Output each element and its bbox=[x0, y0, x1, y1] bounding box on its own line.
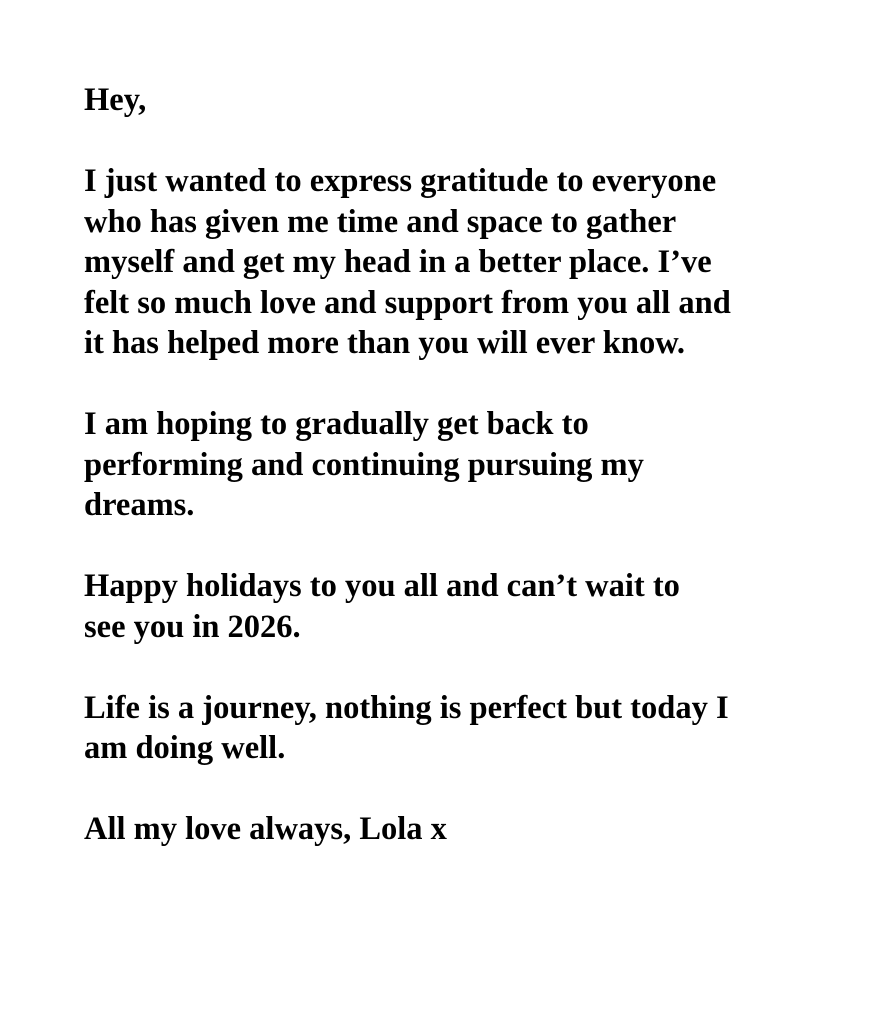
letter-body bbox=[84, 80, 844, 850]
paragraph-journey bbox=[84, 688, 844, 769]
greeting bbox=[84, 80, 844, 121]
signoff bbox=[84, 809, 844, 850]
paragraph-gap bbox=[84, 769, 844, 810]
paragraph-gap bbox=[84, 647, 844, 688]
paragraph-line: felt so much love and support from you all and bbox=[84, 284, 731, 321]
paragraph-line: myself and get my head in a better place. I’ve bbox=[84, 244, 712, 280]
paragraph-line: who has given me time and space to gather bbox=[84, 203, 677, 240]
paragraph-line: see you in 2026. bbox=[84, 608, 301, 645]
paragraph-line: dreams. bbox=[84, 487, 195, 523]
paragraph-line: Happy holidays to you all and can’t wait to bbox=[84, 568, 680, 604]
paragraph-gap bbox=[84, 526, 844, 567]
paragraph-line: am doing well. bbox=[84, 730, 286, 766]
paragraph-gap bbox=[84, 121, 844, 162]
signoff-text: All my love always, Lola x bbox=[84, 811, 447, 847]
paragraph-line: it has helped more than you will ever know. bbox=[84, 325, 686, 361]
paragraph-gap bbox=[84, 364, 844, 405]
paragraph-gratitude bbox=[84, 161, 844, 364]
paragraph-line: performing and continuing pursuing my bbox=[84, 446, 644, 483]
paragraph-line: I am hoping to gradually get back to bbox=[84, 406, 589, 442]
greeting-text: Hey, bbox=[84, 82, 147, 118]
paragraph-line: Life is a journey, nothing is perfect but today I bbox=[84, 689, 729, 726]
paragraph-line: I just wanted to express gratitude to everyone bbox=[84, 163, 717, 199]
paragraph-holidays bbox=[84, 566, 844, 647]
paragraph-performing bbox=[84, 404, 844, 526]
